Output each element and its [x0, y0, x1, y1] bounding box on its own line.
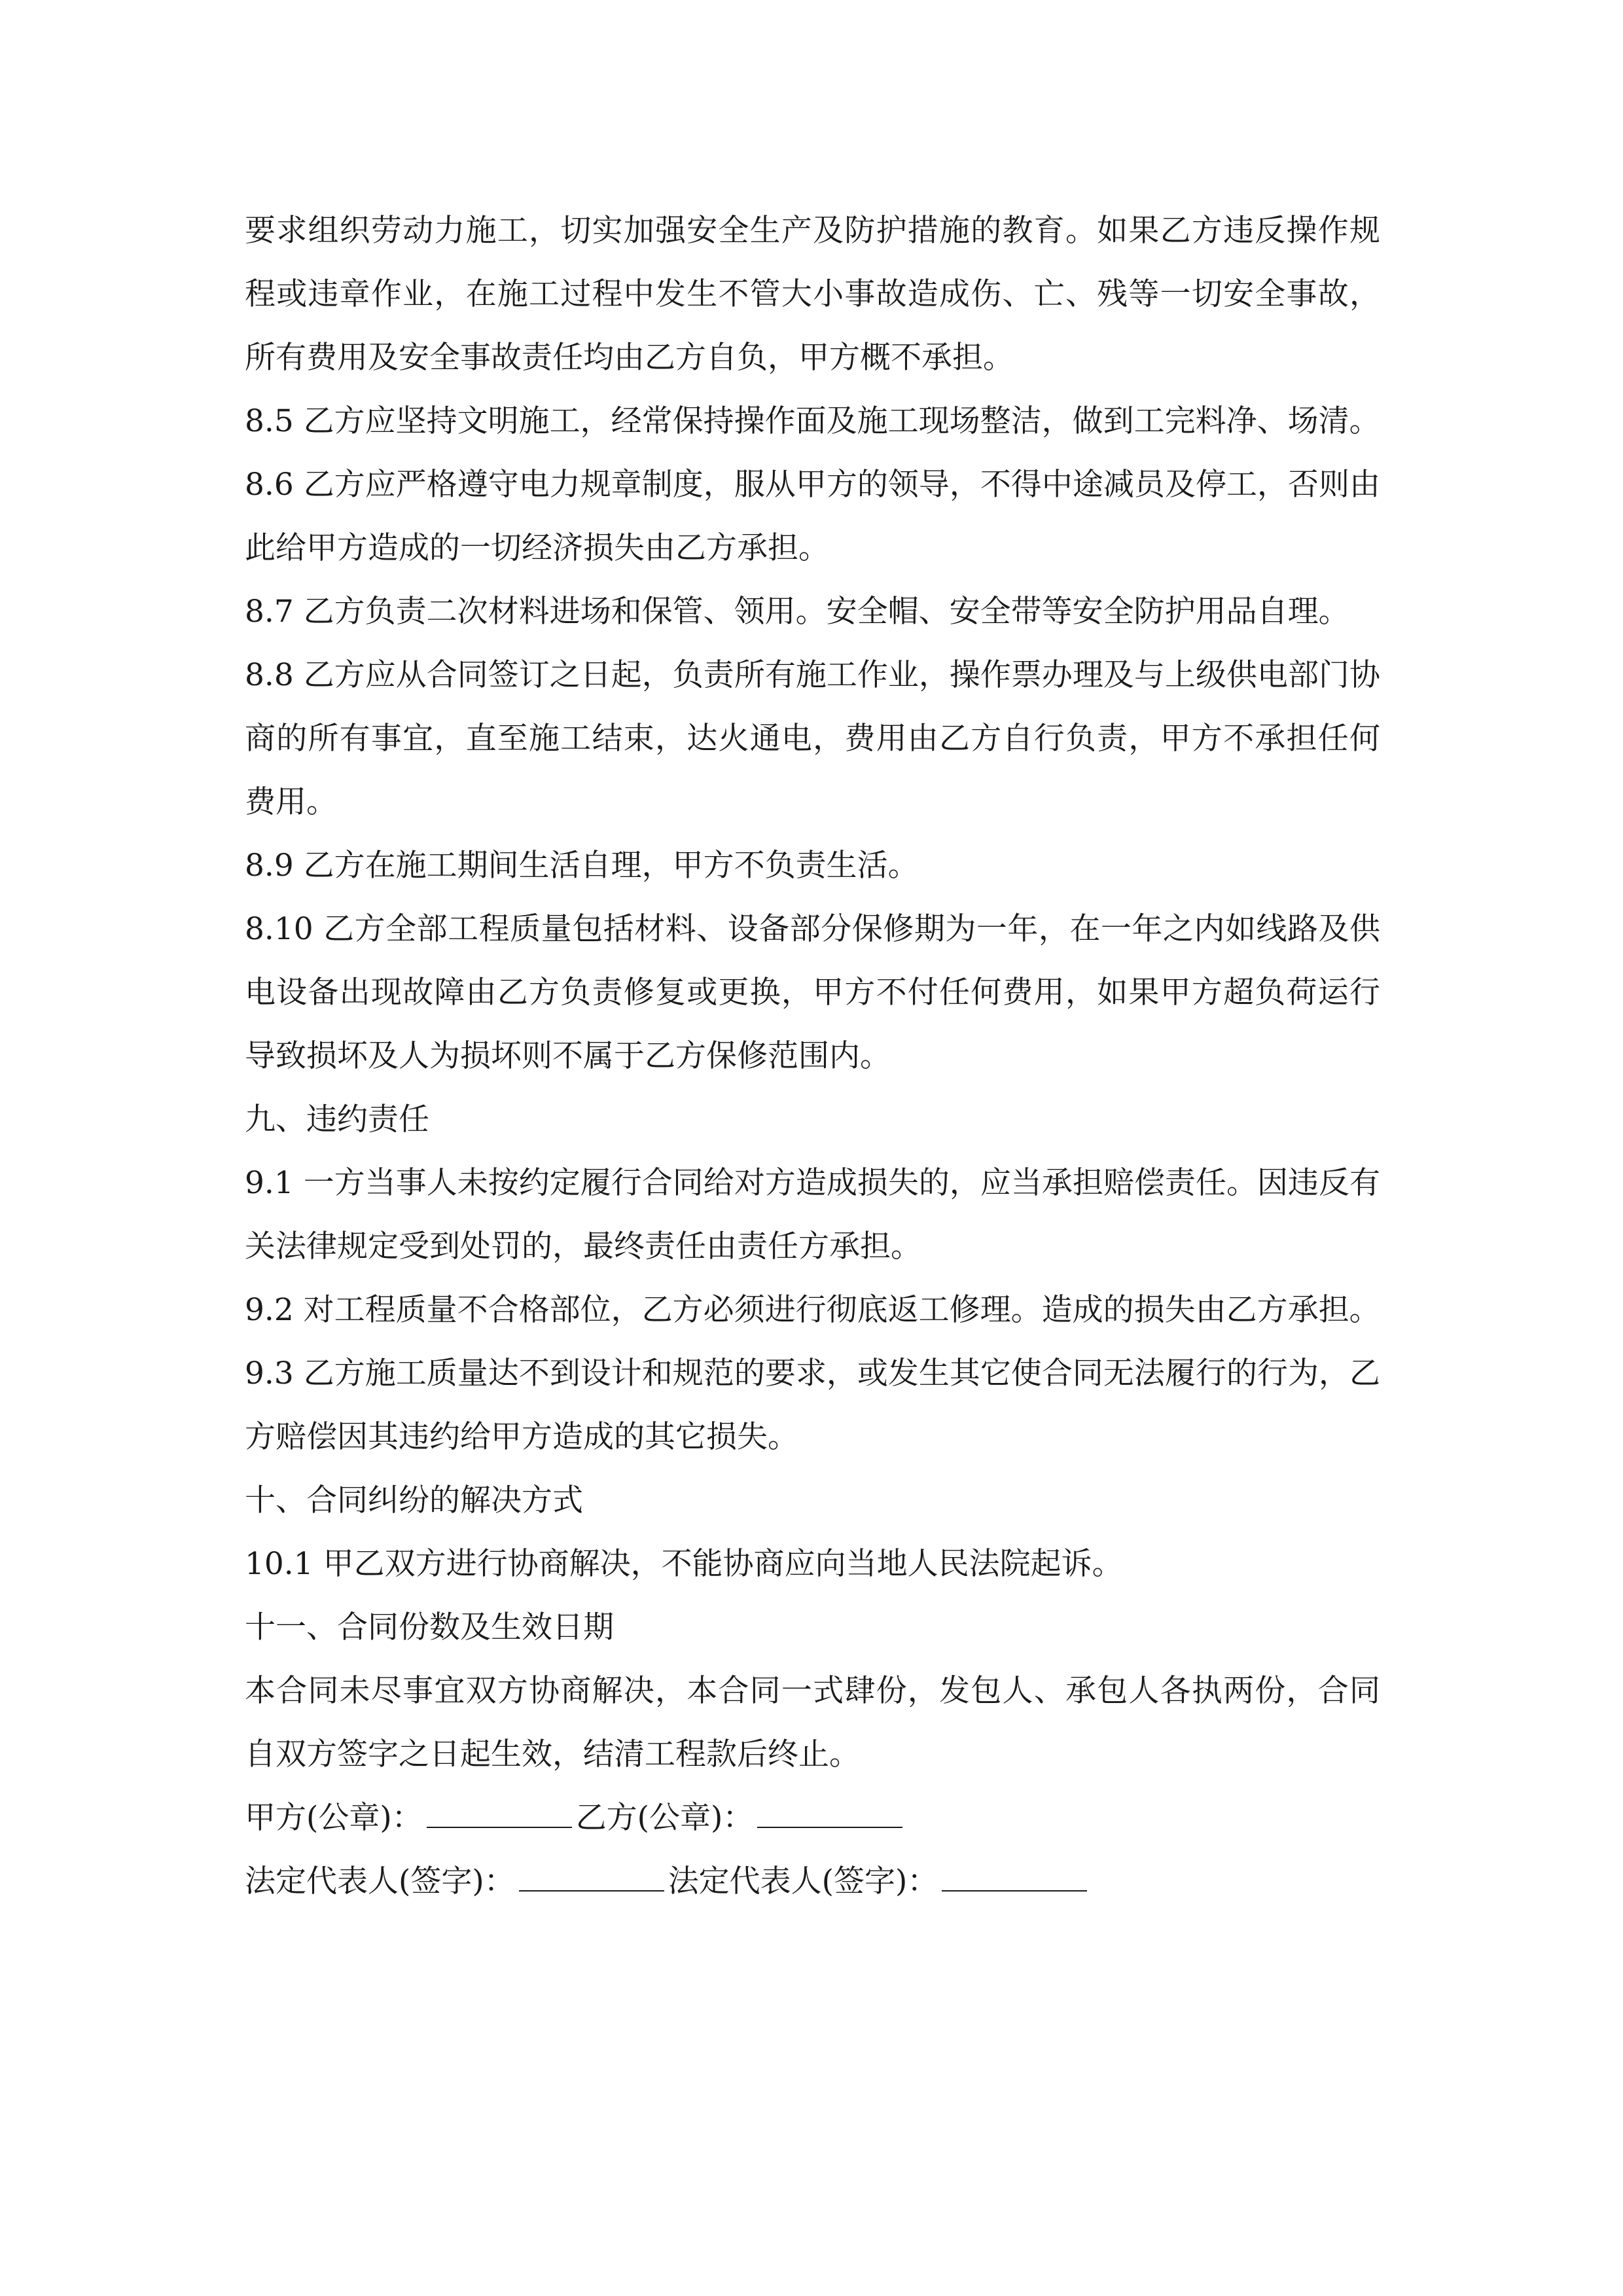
paragraph-copies-effective: 本合同未尽事宜双方协商解决，本合同一式肆份，发包人、承包人各执两份，合同自双方签字之日起生效，结清工程款后终止。 — [245, 1673, 1380, 1772]
section-heading-dispute-resolution: 十、合同纠纷的解决方式 — [245, 1482, 583, 1518]
rep-a-label: 法定代表人(签字)： — [245, 1863, 515, 1899]
party-b-seal-label: 乙方(公章)： — [575, 1800, 754, 1836]
party-b-seal-blank — [757, 1801, 902, 1828]
signature-line-representatives — [245, 1850, 1380, 1913]
signature-line-seals — [245, 1786, 1380, 1850]
clause-8-10: 8.10 乙方全部工程质量包括材料、设备部分保修期为一年，在一年之内如线路及供电设备出现故障由乙方负责修复或更换，甲方不付任何费用，如果甲方超负荷运行导致损坏及人为损坏则不属于乙方保修范围内。 — [245, 911, 1380, 1074]
section-heading-breach-liability: 九、违约责任 — [245, 1102, 429, 1138]
clause-8-8: 8.8 乙方应从合同签订之日起，负责所有施工作业，操作票办理及与上级供电部门协商的所有事宜，直至施工结束，达火通电，费用由乙方自行负责，甲方不承担任何费用。 — [245, 657, 1380, 820]
party-a-seal-blank — [427, 1801, 572, 1828]
clause-8-9: 8.9 乙方在施工期间生活自理，甲方不负责生活。 — [245, 848, 919, 884]
rep-b-blank — [942, 1864, 1087, 1892]
clause-9-3: 9.3 乙方施工质量达不到设计和规范的要求，或发生其它使合同无法履行的行为，乙方赔偿因其违约给甲方造成的其它损失。 — [245, 1355, 1380, 1455]
clause-8-7: 8.7 乙方负责二次材料进场和保管、领用。安全帽、安全带等安全防护用品自理。 — [245, 594, 1349, 630]
clause-9-2: 9.2 对工程质量不合格部位，乙方必须进行彻底返工修理。造成的损失由乙方承担。 — [245, 1292, 1380, 1328]
clause-8-6: 8.6 乙方应严格遵守电力规章制度，服从甲方的领导，不得中途减员及停工，否则由此给甲方造成的一切经济损失由乙方承担。 — [245, 467, 1380, 566]
rep-b-label: 法定代表人(签字)： — [668, 1863, 938, 1899]
paragraph-safety-education: 要求组织劳动力施工，切实加强安全生产及防护措施的教育。如果乙方违反操作规程或违章作业，在施工过程中发生不管大小事故造成伤、亡、残等一切安全事故，所有费用及安全事故责任均由乙方自负，甲方概不承担。 — [245, 213, 1380, 376]
clause-9-1: 9.1 一方当事人未按约定履行合同给对方造成损失的，应当承担赔偿责任。因违反有关法律规定受到处罚的，最终责任由责任方承担。 — [245, 1165, 1380, 1265]
section-heading-copies-effective-date: 十一、合同份数及生效日期 — [245, 1609, 614, 1645]
clause-10-1: 10.1 甲乙双方进行协商解决，不能协商应向当地人民法院起诉。 — [245, 1546, 1123, 1582]
clause-8-5: 8.5 乙方应坚持文明施工，经常保持操作面及施工现场整洁，做到工完料净、场清。 — [245, 403, 1380, 439]
party-a-seal-label: 甲方(公章)： — [245, 1800, 423, 1836]
contract-body — [245, 199, 1380, 1913]
rep-a-blank — [519, 1864, 664, 1892]
